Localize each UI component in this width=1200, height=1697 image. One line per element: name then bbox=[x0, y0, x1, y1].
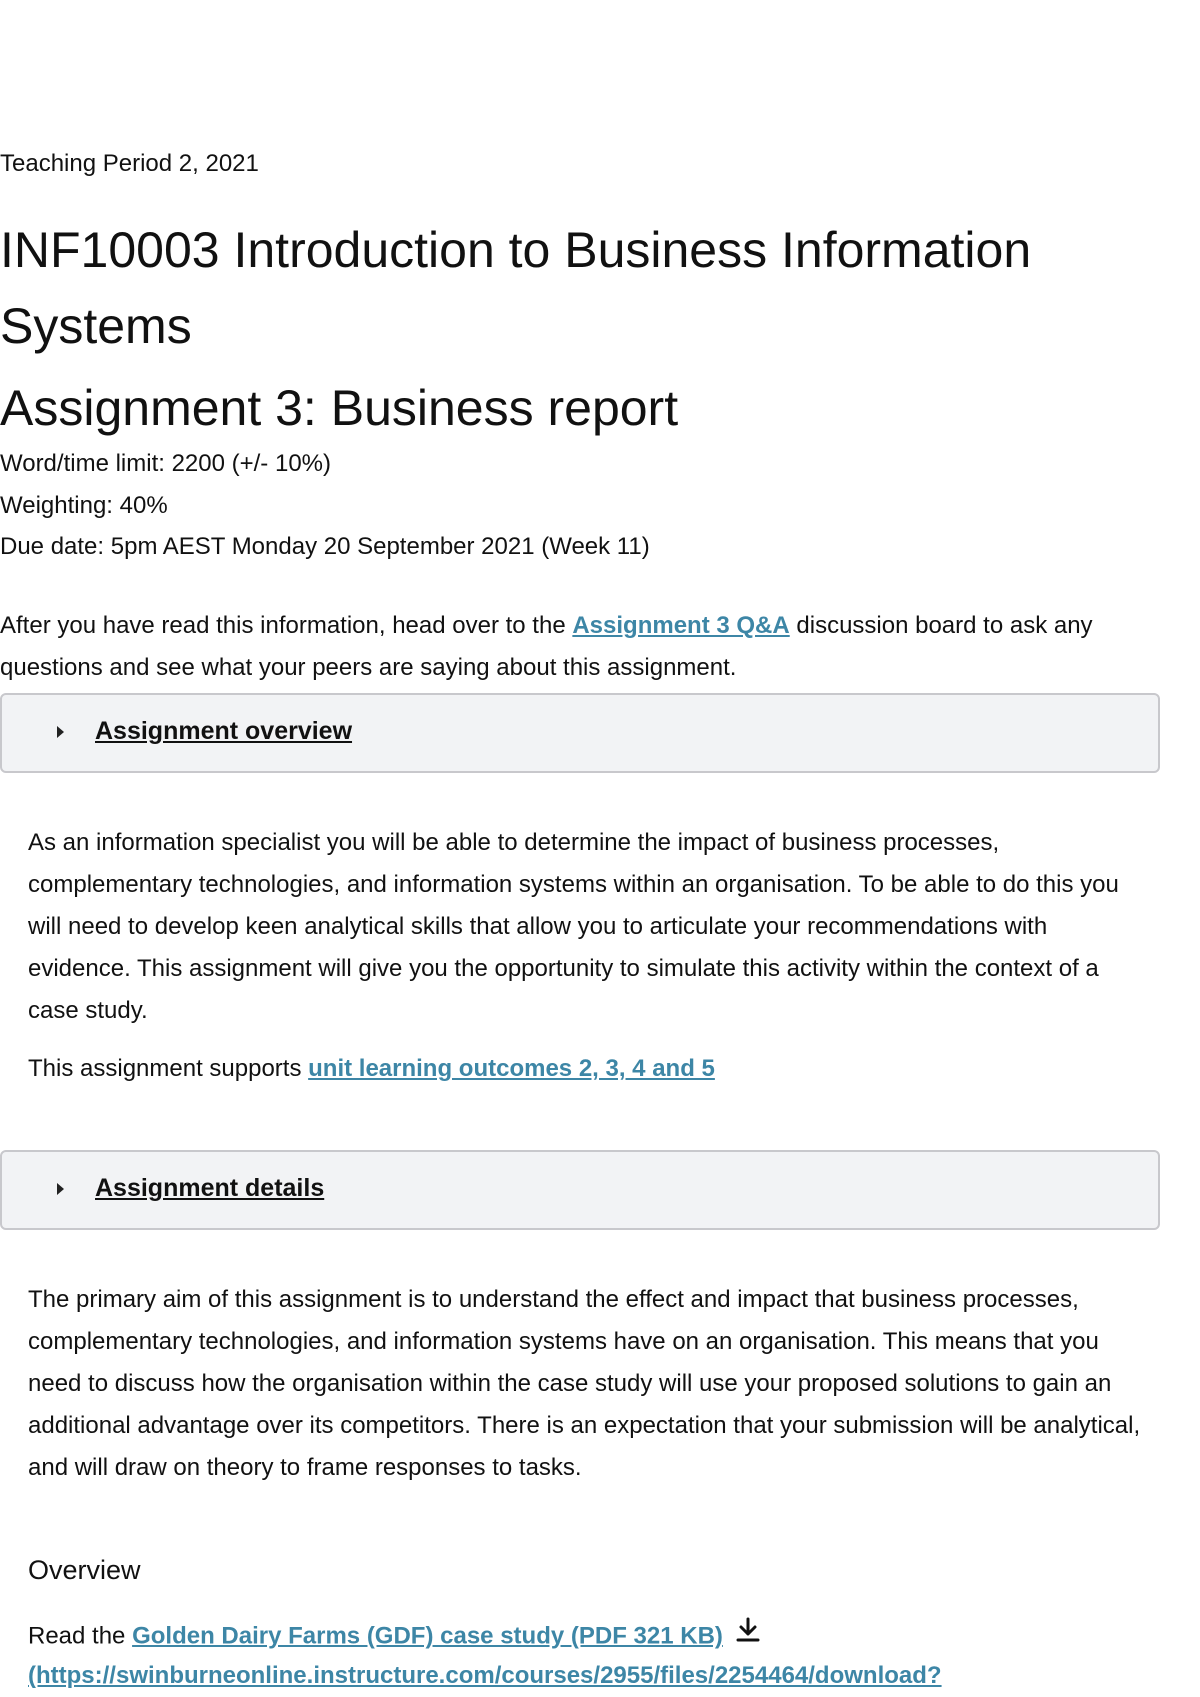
read-prefix: Read the bbox=[28, 1622, 133, 1650]
qa-discussion-link[interactable]: Assignment 3 Q&A bbox=[572, 612, 790, 639]
case-study-url-line bbox=[28, 1655, 1148, 1697]
overview-heading: Overview bbox=[28, 1555, 141, 1585]
intro-paragraph bbox=[0, 605, 1150, 689]
assignment-details-label: Assignment details bbox=[95, 1174, 325, 1202]
download-icon[interactable] bbox=[733, 1615, 763, 1659]
learning-outcomes-link[interactable]: unit learning outcomes 2, 3, 4 and 5 bbox=[308, 1055, 715, 1082]
assignment-details-toggle[interactable] bbox=[0, 1150, 1160, 1230]
unit-title: INF10003 Introduction to Business Information Systems bbox=[0, 222, 1032, 354]
assignment-title: Assignment 3: Business report bbox=[0, 380, 679, 436]
case-study-line bbox=[28, 1615, 1148, 1659]
assignment-overview-toggle[interactable] bbox=[0, 693, 1160, 773]
intro-before-link: After you have read this information, head over to the bbox=[0, 612, 573, 639]
caret-right-icon bbox=[57, 1183, 64, 1195]
caret-right-icon bbox=[57, 726, 64, 738]
details-paragraph: The primary aim of this assignment is to understand the effect and impact that business processes, complementary technologies, and information systems have on an organisation. This means that you need to discuss how the organisation within the case study will use your proposed solutions to gain an additional advantage over its competitors. There is an expectation that your submission will be analytical, and will draw on theory to frame responses to tasks. bbox=[28, 1286, 1141, 1481]
weighting: Weighting: 40% bbox=[0, 492, 168, 519]
word-limit: Word/time limit: 2200 (+/- 10%) bbox=[0, 450, 331, 477]
case-study-url-link[interactable]: (https://swinburneonline.instructure.com/courses/2955/files/2254464/download? bbox=[28, 1662, 942, 1689]
case-study-link[interactable]: Golden Dairy Farms (GDF) case study (PDF 321 KB) bbox=[132, 1622, 723, 1650]
learning-outcomes-line bbox=[28, 1048, 1148, 1090]
intro-after-link: discussion board to ask any questions and see what your peers are saying about this assignment. bbox=[0, 612, 1093, 681]
due-date: Due date: 5pm AEST Monday 20 September 2021 (Week 11) bbox=[0, 533, 650, 560]
supports-prefix: This assignment supports bbox=[28, 1055, 309, 1082]
teaching-period: Teaching Period 2, 2021 bbox=[0, 150, 259, 177]
assignment-overview-label: Assignment overview bbox=[95, 717, 353, 745]
overview-paragraph: As an information specialist you will be able to determine the impact of business processes, complementary technologies, and information systems within an organisation. To be able to do this you will need to develop keen analytical skills that allow you to articulate your recommendations with evidence. This assignment will give you the opportunity to simulate this activity within the context of a case study. bbox=[28, 829, 1119, 1024]
